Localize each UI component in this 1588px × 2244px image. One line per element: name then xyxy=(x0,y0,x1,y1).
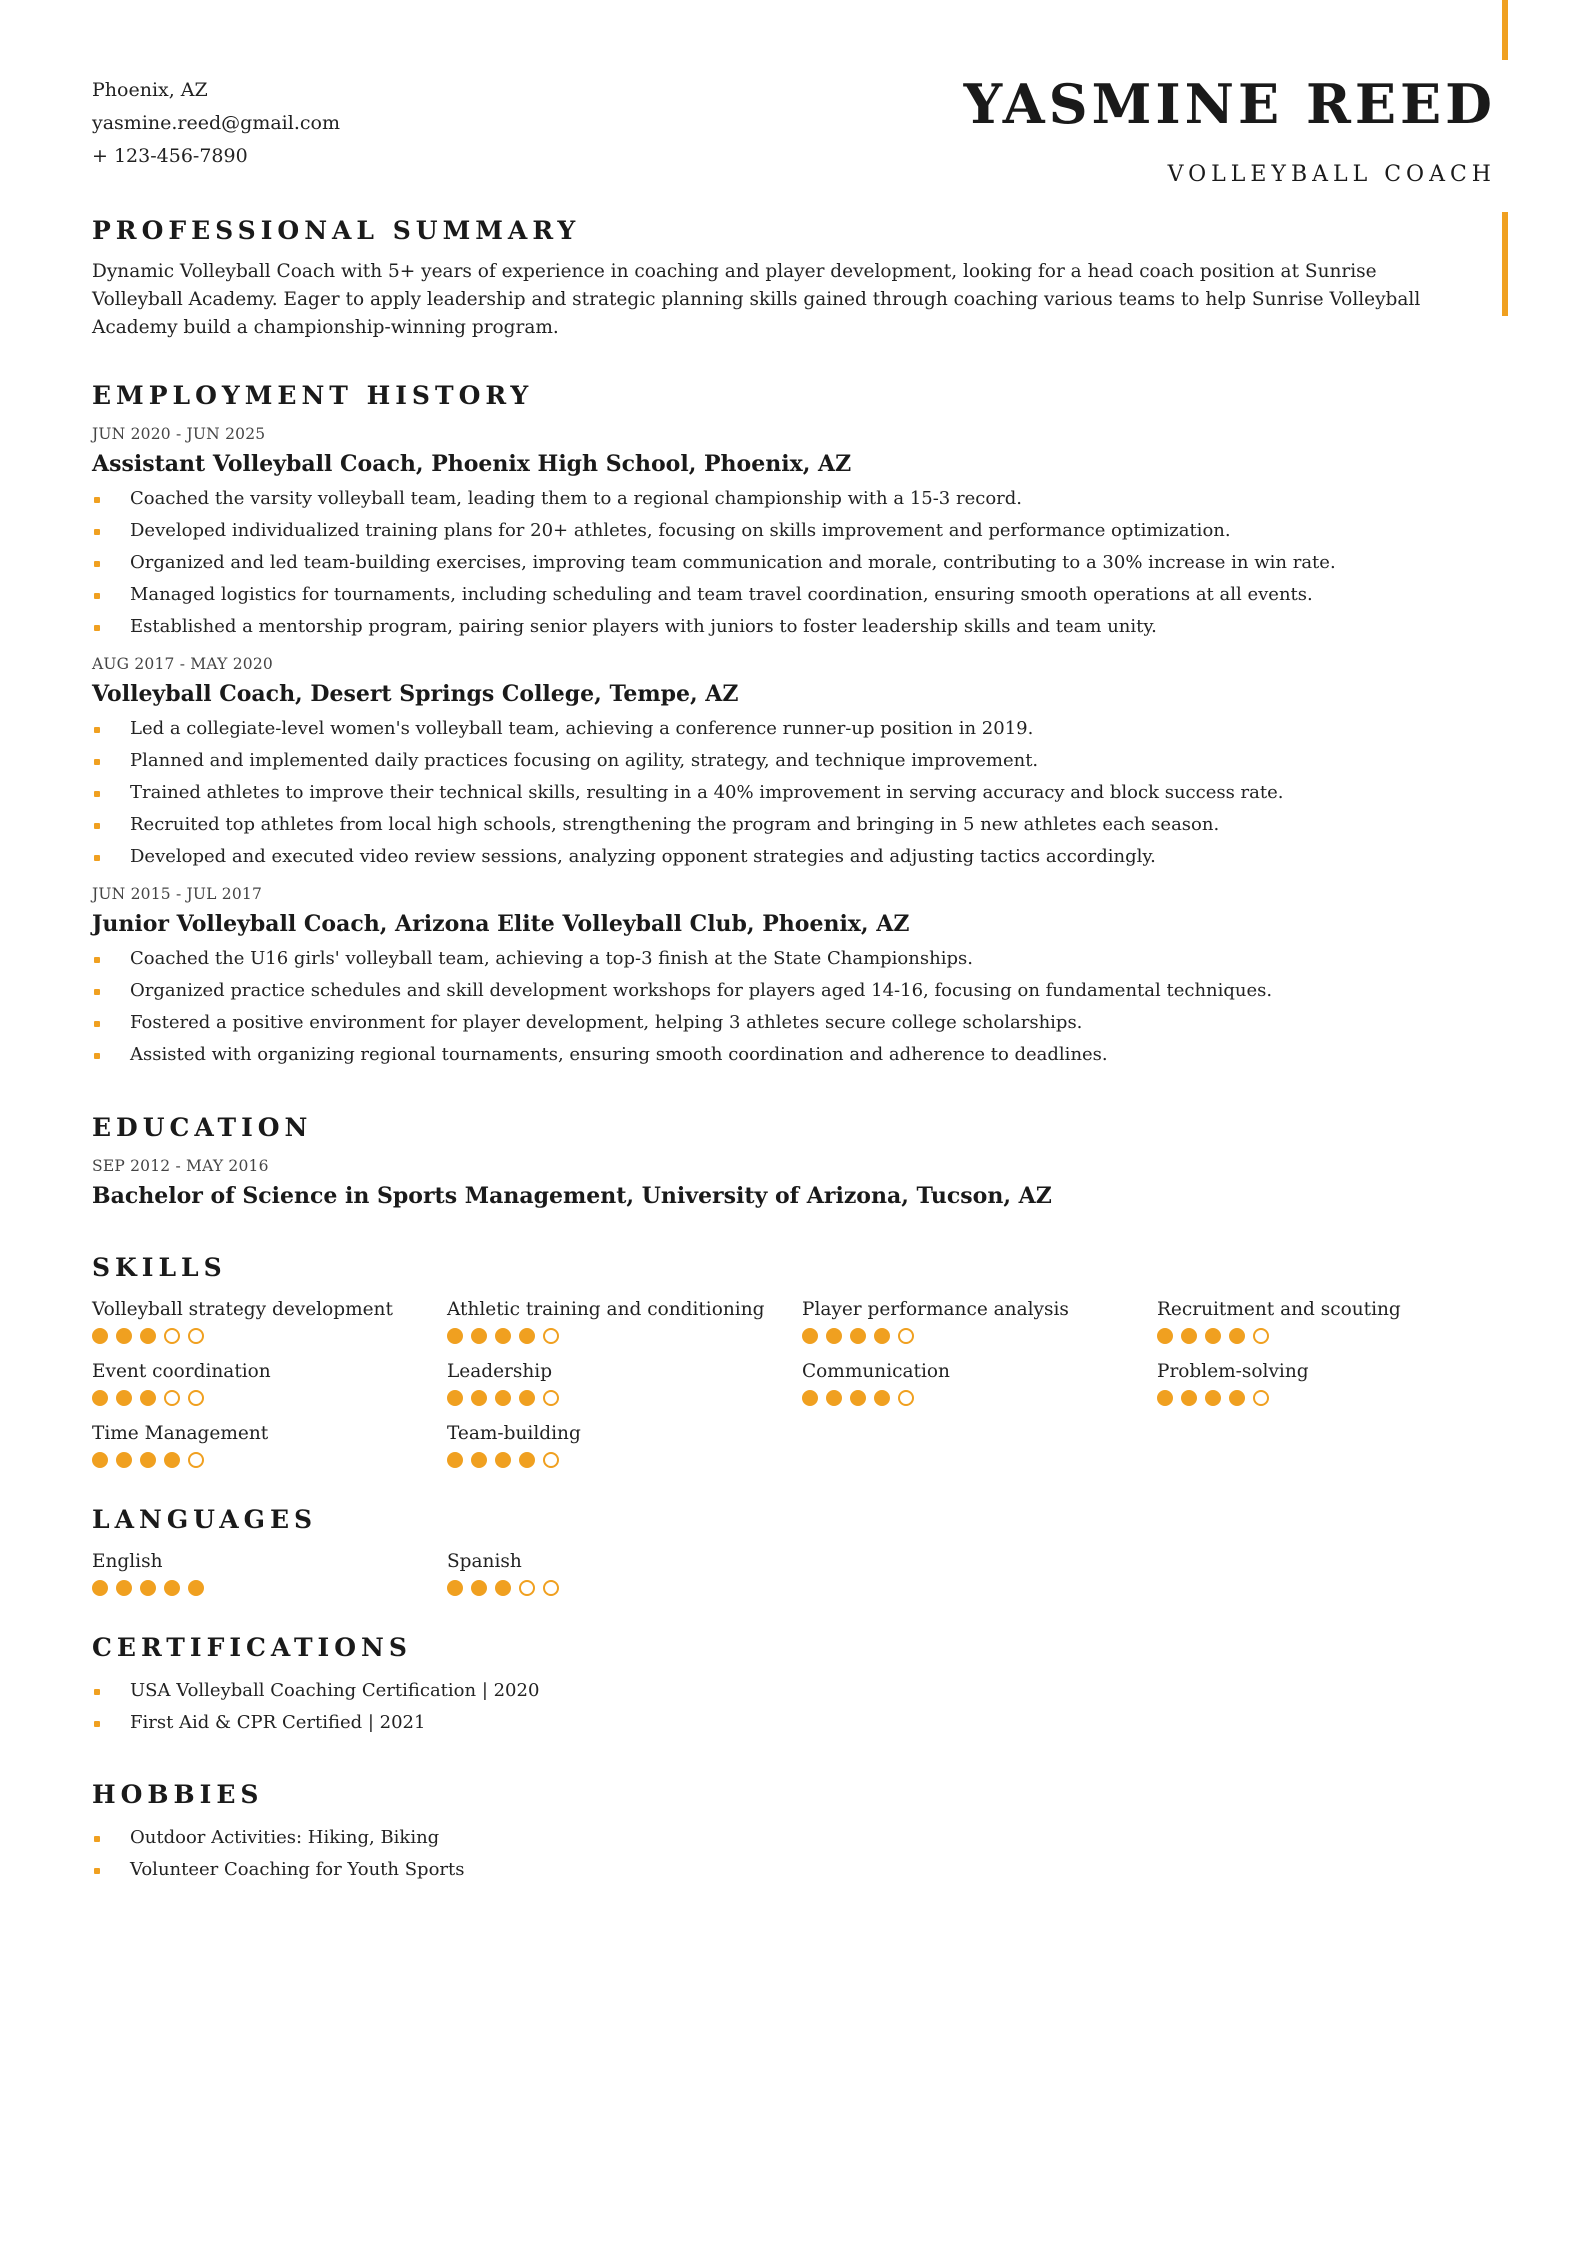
contact-location: Phoenix, AZ xyxy=(92,79,208,101)
languages-item xyxy=(447,1549,802,1611)
skills-item-name: Communication xyxy=(802,1361,950,1382)
rating-dot-filled-icon xyxy=(1181,1328,1197,1344)
skills-item-name: Event coordination xyxy=(92,1361,271,1382)
skills-item-name: Leadership xyxy=(447,1361,553,1382)
rating-dots xyxy=(802,1328,1157,1344)
rating-dot-filled-icon xyxy=(92,1390,108,1406)
rating-dot-filled-icon xyxy=(140,1452,156,1468)
rating-dot-filled-icon xyxy=(495,1580,511,1596)
rating-dot-empty-icon xyxy=(519,1580,535,1596)
rating-dot-filled-icon xyxy=(1229,1390,1245,1406)
rating-dot-empty-icon xyxy=(1253,1390,1269,1406)
rating-dot-filled-icon xyxy=(519,1328,535,1344)
rating-dot-filled-icon xyxy=(495,1328,511,1344)
contact-phone: + 123-456-7890 xyxy=(92,145,248,167)
skills-item-name: Problem-solving xyxy=(1157,1361,1309,1382)
rating-dot-filled-icon xyxy=(1181,1390,1197,1406)
rating-dot-filled-icon xyxy=(116,1328,132,1344)
skills-item-name: Team-building xyxy=(447,1423,581,1444)
contact-info xyxy=(92,74,340,173)
rating-dot-filled-icon xyxy=(850,1328,866,1344)
skills-item xyxy=(447,1297,802,1359)
job-entry xyxy=(92,423,1502,643)
skills-item xyxy=(1157,1297,1512,1359)
list-item: Organized practice schedules and skill development workshops for players aged 14-16, focusing on fundamental techniques. xyxy=(92,975,1502,1007)
rating-dot-filled-icon xyxy=(850,1390,866,1406)
rating-dot-filled-icon xyxy=(116,1390,132,1406)
job-bullets xyxy=(92,943,1502,1071)
rating-dot-empty-icon xyxy=(898,1390,914,1406)
list-item: USA Volleyball Coaching Certification | 2020 xyxy=(92,1675,1502,1707)
accent-bar-middle xyxy=(1502,212,1508,316)
rating-dots xyxy=(447,1328,802,1344)
job-role: Junior Volleyball Coach, Arizona Elite Volleyball Club, Phoenix, AZ xyxy=(92,911,910,937)
education-heading: EDUCATION xyxy=(92,1113,313,1142)
hobbies-section xyxy=(92,1778,1502,1886)
rating-dot-filled-icon xyxy=(447,1390,463,1406)
list-item: Recruited top athletes from local high schools, strengthening the program and bringing in 5 new athletes each season. xyxy=(92,809,1502,841)
rating-dot-empty-icon xyxy=(543,1390,559,1406)
contact-email[interactable]: yasmine.reed@gmail.com xyxy=(92,112,340,134)
list-item: Established a mentorship program, pairing senior players with juniors to foster leadership skills and team unity. xyxy=(92,611,1502,643)
rating-dot-filled-icon xyxy=(471,1452,487,1468)
skills-heading: SKILLS xyxy=(92,1253,227,1282)
job-date: JUN 2020 - JUN 2025 xyxy=(92,425,266,443)
rating-dot-filled-icon xyxy=(92,1580,108,1596)
rating-dot-filled-icon xyxy=(92,1452,108,1468)
education-date: SEP 2012 - MAY 2016 xyxy=(92,1157,269,1175)
list-item: Volunteer Coaching for Youth Sports xyxy=(92,1854,1502,1886)
job-entry xyxy=(92,883,1502,1071)
rating-dots xyxy=(447,1452,802,1468)
rating-dot-empty-icon xyxy=(188,1390,204,1406)
list-item: Assisted with organizing regional tournaments, ensuring smooth coordination and adherence to deadlines. xyxy=(92,1039,1502,1071)
rating-dot-filled-icon xyxy=(188,1580,204,1596)
languages-heading: LANGUAGES xyxy=(92,1505,318,1534)
certifications-section xyxy=(92,1631,1502,1739)
rating-dot-filled-icon xyxy=(447,1580,463,1596)
hobbies-heading: HOBBIES xyxy=(92,1780,264,1809)
list-item: Developed and executed video review sessions, analyzing opponent strategies and adjusting tactics accordingly. xyxy=(92,841,1502,873)
job-date: JUN 2015 - JUL 2017 xyxy=(92,885,263,903)
skills-item xyxy=(92,1421,447,1483)
rating-dot-filled-icon xyxy=(519,1390,535,1406)
list-item: Managed logistics for tournaments, including scheduling and team travel coordination, ensuring smooth operations at all events. xyxy=(92,579,1502,611)
accent-bar-top xyxy=(1502,0,1508,60)
rating-dot-empty-icon xyxy=(543,1328,559,1344)
rating-dot-filled-icon xyxy=(116,1580,132,1596)
skills-item-name: Time Management xyxy=(92,1423,269,1444)
rating-dots xyxy=(447,1580,802,1596)
skills-section xyxy=(92,1251,1502,1483)
rating-dot-filled-icon xyxy=(116,1452,132,1468)
rating-dot-empty-icon xyxy=(188,1328,204,1344)
rating-dot-filled-icon xyxy=(1205,1328,1221,1344)
list-item: Outdoor Activities: Hiking, Biking xyxy=(92,1822,1502,1854)
rating-dot-filled-icon xyxy=(802,1390,818,1406)
list-item: Fostered a positive environment for player development, helping 3 athletes secure college scholarships. xyxy=(92,1007,1502,1039)
summary-heading: PROFESSIONAL SUMMARY xyxy=(92,216,581,245)
rating-dot-filled-icon xyxy=(164,1580,180,1596)
rating-dots xyxy=(92,1452,447,1468)
skills-item xyxy=(92,1359,447,1421)
job-role: Assistant Volleyball Coach, Phoenix High School, Phoenix, AZ xyxy=(92,451,852,477)
summary-text: Dynamic Volleyball Coach with 5+ years of experience in coaching and player development, looking for a head coach position at Sunrise Volleyball Academy. Eager to apply leadership and strategic planning skills gained through coaching various teams to help Sunrise Volleyball Academy build a championship-winning program. xyxy=(92,261,1421,338)
certifications-list xyxy=(92,1675,1502,1739)
summary-section xyxy=(92,214,1502,342)
languages-grid xyxy=(92,1549,1512,1611)
skills-item-name: Athletic training and conditioning xyxy=(447,1299,765,1320)
job-bullets xyxy=(92,483,1502,643)
rating-dot-empty-icon xyxy=(898,1328,914,1344)
rating-dot-filled-icon xyxy=(495,1452,511,1468)
rating-dot-filled-icon xyxy=(495,1390,511,1406)
list-item: Coached the U16 girls' volleyball team, achieving a top-3 finish at the State Championships. xyxy=(92,943,1502,975)
skills-item xyxy=(92,1297,447,1359)
job-date: AUG 2017 - MAY 2020 xyxy=(92,655,273,673)
rating-dot-filled-icon xyxy=(802,1328,818,1344)
skills-item xyxy=(447,1421,802,1483)
rating-dot-filled-icon xyxy=(1157,1328,1173,1344)
education-entry xyxy=(92,1155,1502,1211)
skills-item-name: Player performance analysis xyxy=(802,1299,1069,1320)
rating-dots xyxy=(1157,1328,1512,1344)
list-item: Trained athletes to improve their technical skills, resulting in a 40% improvement in serving accuracy and block success rate. xyxy=(92,777,1502,809)
rating-dot-filled-icon xyxy=(471,1390,487,1406)
skills-item xyxy=(447,1359,802,1421)
skills-item xyxy=(802,1359,1157,1421)
rating-dot-filled-icon xyxy=(874,1390,890,1406)
education-degree: Bachelor of Science in Sports Management, University of Arizona, Tucson, AZ xyxy=(92,1183,1052,1209)
rating-dots xyxy=(447,1390,802,1406)
list-item: Led a collegiate-level women's volleyball team, achieving a conference runner-up position in 2019. xyxy=(92,713,1502,745)
rating-dot-empty-icon xyxy=(188,1452,204,1468)
rating-dot-filled-icon xyxy=(1229,1328,1245,1344)
rating-dot-filled-icon xyxy=(826,1390,842,1406)
rating-dot-filled-icon xyxy=(447,1328,463,1344)
employment-heading: EMPLOYMENT HISTORY xyxy=(92,381,534,410)
languages-item xyxy=(92,1549,447,1611)
education-section xyxy=(92,1111,1502,1211)
rating-dots xyxy=(92,1328,447,1344)
rating-dot-filled-icon xyxy=(826,1328,842,1344)
skills-item xyxy=(1157,1359,1512,1421)
rating-dot-empty-icon xyxy=(543,1452,559,1468)
rating-dot-filled-icon xyxy=(447,1452,463,1468)
skills-item-name: Recruitment and scouting xyxy=(1157,1299,1401,1320)
rating-dot-filled-icon xyxy=(92,1328,108,1344)
rating-dot-empty-icon xyxy=(1253,1328,1269,1344)
rating-dot-filled-icon xyxy=(519,1452,535,1468)
candidate-title: VOLLEYBALL COACH xyxy=(1167,162,1496,187)
rating-dot-filled-icon xyxy=(140,1390,156,1406)
languages-section xyxy=(92,1503,1502,1611)
job-entry xyxy=(92,653,1502,873)
skills-item-name: Volleyball strategy development xyxy=(92,1299,393,1320)
rating-dot-filled-icon xyxy=(471,1580,487,1596)
rating-dot-filled-icon xyxy=(874,1328,890,1344)
list-item: First Aid & CPR Certified | 2021 xyxy=(92,1707,1502,1739)
rating-dot-empty-icon xyxy=(164,1390,180,1406)
list-item: Developed individualized training plans for 20+ athletes, focusing on skills improvement and performance optimization. xyxy=(92,515,1502,547)
rating-dot-filled-icon xyxy=(471,1328,487,1344)
list-item: Coached the varsity volleyball team, leading them to a regional championship with a 15-3 record. xyxy=(92,483,1502,515)
job-role: Volleyball Coach, Desert Springs College, Tempe, AZ xyxy=(92,681,739,707)
rating-dots xyxy=(1157,1390,1512,1406)
employment-section xyxy=(92,379,1502,1071)
skills-item xyxy=(802,1297,1157,1359)
rating-dots xyxy=(802,1390,1157,1406)
languages-item-name: English xyxy=(92,1551,163,1572)
list-item: Planned and implemented daily practices focusing on agility, strategy, and technique improvement. xyxy=(92,745,1502,777)
languages-item-name: Spanish xyxy=(447,1551,522,1572)
job-bullets xyxy=(92,713,1502,873)
rating-dot-empty-icon xyxy=(164,1328,180,1344)
skills-grid xyxy=(92,1297,1512,1483)
rating-dots xyxy=(92,1390,447,1406)
hobbies-list xyxy=(92,1822,1502,1886)
rating-dot-empty-icon xyxy=(543,1580,559,1596)
rating-dots xyxy=(92,1580,447,1596)
rating-dot-filled-icon xyxy=(1205,1390,1221,1406)
candidate-name: YASMINE REED xyxy=(963,72,1496,136)
resume-body xyxy=(92,214,1502,1886)
rating-dot-filled-icon xyxy=(1157,1390,1173,1406)
certifications-heading: CERTIFICATIONS xyxy=(92,1633,412,1662)
list-item: Organized and led team-building exercises, improving team communication and morale, contributing to a 30% increase in win rate. xyxy=(92,547,1502,579)
rating-dot-filled-icon xyxy=(140,1328,156,1344)
rating-dot-filled-icon xyxy=(140,1580,156,1596)
rating-dot-filled-icon xyxy=(164,1452,180,1468)
